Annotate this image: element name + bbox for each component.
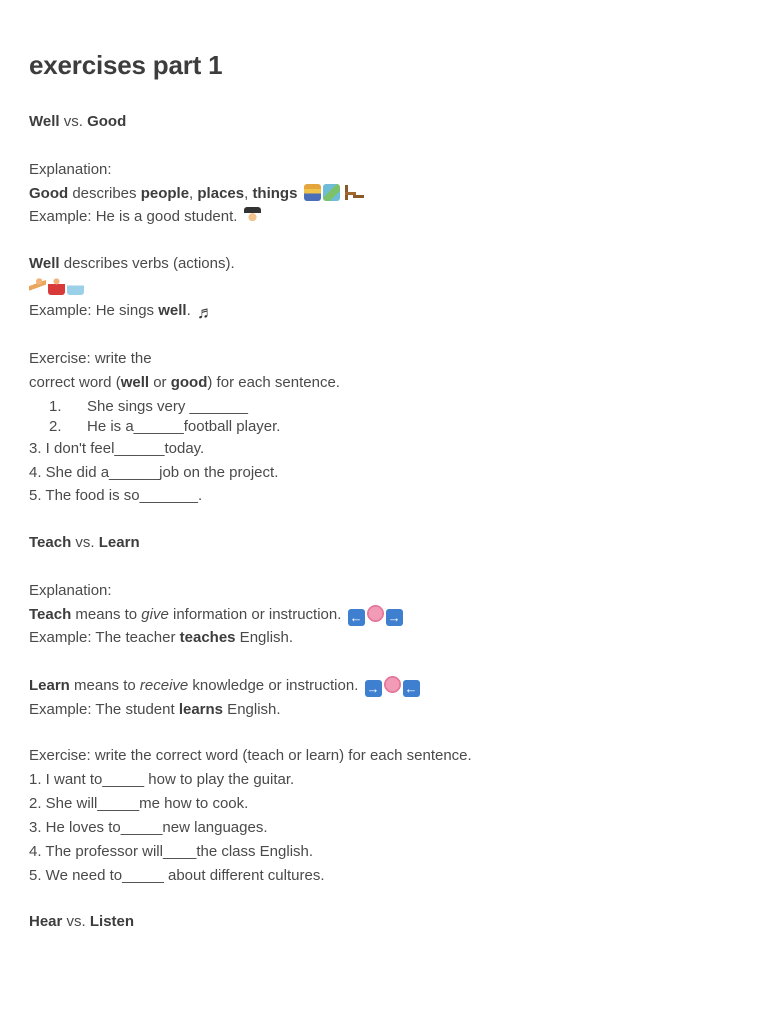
music-notes-icon: ♬: [196, 303, 214, 322]
left-arrow-icon: ←: [349, 610, 363, 625]
list-item: 1. I want to_____ how to play the guitar.: [29, 771, 295, 788]
chair-icon: [342, 184, 359, 201]
people-icon: [304, 184, 321, 201]
dancer-icon: [48, 278, 65, 295]
list-item: 3. I don't feel______today.: [29, 440, 205, 457]
left-arrow-icon: ←: [404, 681, 418, 696]
list-item: 2. She will_____me how to cook.: [29, 795, 249, 812]
section-heading-hear-listen: Hear vs. Listen: [29, 913, 135, 930]
graduate-icon: [244, 207, 261, 224]
list-item: 3. He loves to_____new languages.: [29, 819, 268, 836]
right-arrow-icon: →: [387, 610, 401, 625]
well-example: Example: He sings well. ♬: [29, 302, 214, 322]
page-title: exercises part 1: [29, 50, 223, 80]
good-example: Example: He is a good student.: [29, 207, 263, 230]
explanation-label: Explanation:: [29, 582, 112, 599]
list-item: 4. The professor will____the class English.: [29, 843, 314, 860]
exercise-instruction: Exercise: write the correct word (teach or learn) for each sentence.: [29, 747, 472, 764]
right-arrow-icon: →: [366, 681, 380, 696]
swimmer-icon: [67, 278, 84, 295]
brain-icon: [367, 605, 384, 622]
good-description: Good describes people, places, things: [29, 184, 361, 207]
exercise-instruction-1: Exercise: write the: [29, 350, 152, 367]
well-description: Well describes verbs (actions).: [29, 255, 235, 272]
learn-description: Learn means to receive knowledge or instruction. → ←: [29, 677, 418, 696]
explanation-label: Explanation:: [29, 161, 112, 178]
runner-icon: [29, 278, 46, 295]
exercise-instruction-2: correct word (well or good) for each sentence.: [29, 374, 340, 391]
action-icons: [29, 278, 86, 301]
document-page: exercises part 1 Well vs. Good Explanation: Good describes people, places, things Example: He is a good student. Well describes verbs (actions). Example: He sings well. ♬ Exercise: write the correct word (well or good) for each sentence. 1. She sings very _______ 2. He is a______football player. 3. I don't feel______today. 4. She did a______job on the project. 5. The food is so_______. Teach vs. Learn Explanation: Teach means to give information or instruction. ← → Example: The teacher teaches English. Learn means to receive knowledge or instruction. → ← Example: The student learns English. Exercise: write the correct word (teach or learn) for each sentence. 1. I want to_____ how to play the guitar. 2. She will_____me how to cook. 3. He loves to_____new languages. 4. The professor will____the class English. 5. We need to_____ about different cultures. Hear vs. Listen: [29, 50, 472, 930]
section-heading-teach-learn: Teach vs. Learn: [29, 534, 140, 551]
brain-icon: [384, 676, 401, 693]
map-icon: [323, 184, 340, 201]
teach-example: Example: The teacher teaches English.: [29, 629, 294, 646]
section-heading-well-good: Well vs. Good: [29, 113, 127, 130]
list-item: 5. The food is so_______.: [29, 487, 203, 504]
list-item: 4. She did a______job on the project.: [29, 464, 279, 481]
list-item: 5. We need to_____ about different cultures.: [29, 867, 325, 884]
teach-description: Teach means to give information or instruction. ← →: [29, 606, 401, 625]
learn-example: Example: The student learns English.: [29, 701, 281, 718]
